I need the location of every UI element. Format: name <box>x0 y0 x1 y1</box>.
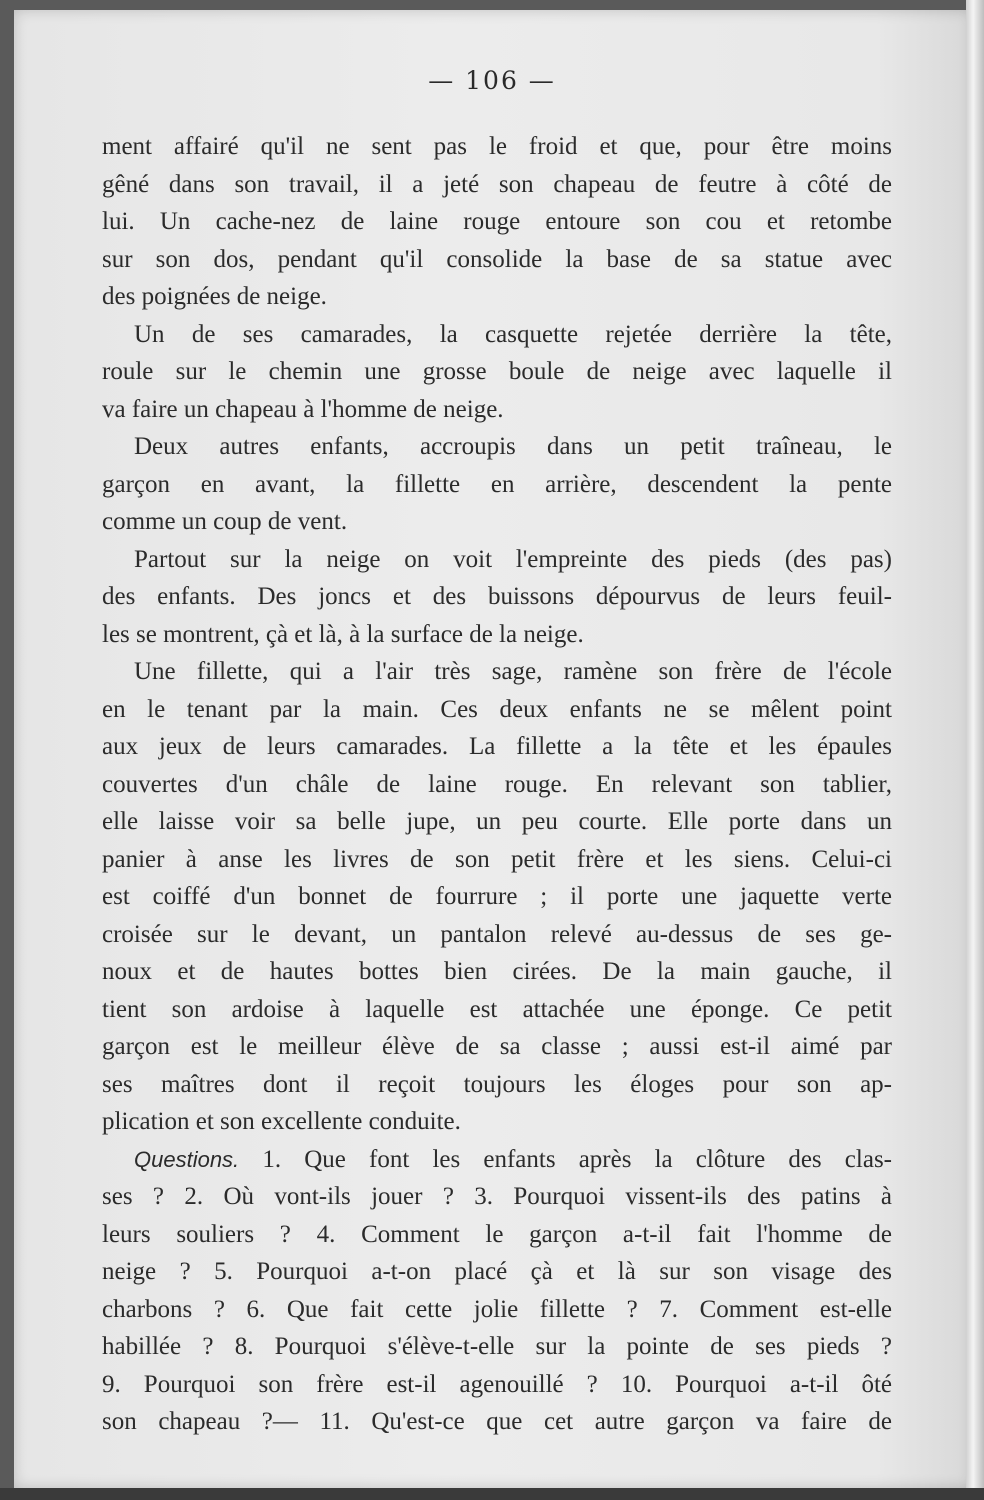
text-line: habillée ? 8. Pourquoi s'élève-t-elle sur la pointe de ses pieds ? <box>102 1333 892 1360</box>
text-line: aux jeux de leurs camarades. La fillette a la tête et les épaules <box>102 733 892 760</box>
questions-block <box>102 1141 892 1441</box>
text-line: lui. Un cache-nez de laine rouge entoure son cou et retombe <box>102 208 892 235</box>
text-line: les se montrent, çà et là, à la surface de la neige. <box>102 620 584 648</box>
text-line: Un de ses camarades, la casquette rejetée derrière la tête, <box>134 320 892 348</box>
scan-bottom-border <box>0 1488 984 1500</box>
paragraph <box>102 653 892 1141</box>
questions-first-line <box>102 1141 892 1179</box>
text-line: va faire un chapeau à l'homme de neige. <box>102 395 504 423</box>
paragraph <box>102 428 892 541</box>
text-line: garçon en avant, la fillette en arrière, descendent la pente <box>102 470 892 498</box>
text-line: des poignées de neige. <box>102 283 327 310</box>
text-line: son chapeau ?— 11. Qu'est-ce que cet autre garçon va faire de <box>102 1408 892 1435</box>
text-line: Deux autres enfants, accroupis dans un petit traîneau, le <box>134 433 892 460</box>
text-line: croisée sur le devant, un pantalon relevé au-dessus de ses ge- <box>102 920 892 948</box>
text-line-rest: 1. Que font les enfants après la clôture des clas- <box>262 1145 893 1173</box>
text-line: couvertes d'un châle de laine rouge. En relevant son tablier, <box>102 770 892 798</box>
questions-label: Questions. <box>134 1146 240 1172</box>
paragraph <box>102 316 892 429</box>
text-line: leurs souliers ? 4. Comment le garçon a-t-il fait l'homme de <box>102 1220 892 1248</box>
text-line: 9. Pourquoi son frère est-il agenouillé ? 10. Pourquoi a-t-il ôté <box>102 1370 892 1398</box>
text-line: en le tenant par la main. Ces deux enfants ne se mêlent point <box>102 695 892 723</box>
text-line: garçon est le meilleur élève de sa classe ; aussi est-il aimé par <box>102 1033 892 1060</box>
text-line: des enfants. Des joncs et des buissons dépourvus de leurs feuil- <box>102 583 892 610</box>
text-line: charbons ? 6. Que fait cette jolie fillette ? 7. Comment est-elle <box>102 1295 892 1323</box>
text-line: est coiffé d'un bonnet de fourrure ; il porte une jaquette verte <box>102 883 892 910</box>
text-line: ment affairé qu'il ne sent pas le froid et que, pour être moins <box>102 133 892 160</box>
paragraph <box>102 541 892 654</box>
page-edge <box>966 0 984 1500</box>
body-text <box>102 128 892 1441</box>
text-line: sur son dos, pendant qu'il consolide la base de sa statue avec <box>102 245 892 273</box>
text-line: elle laisse voir sa belle jupe, un peu courte. Elle porte dans un <box>102 808 892 835</box>
text-line: roule sur le chemin une grosse boule de neige avec laquelle il <box>102 358 892 385</box>
text-line: plication et son excellente conduite. <box>102 1108 461 1135</box>
text-line: noux et de hautes bottes bien cirées. De la main gauche, il <box>102 958 892 985</box>
text-line: comme un coup de vent. <box>102 508 348 535</box>
text-line: ses maîtres dont il reçoit toujours les éloges pour son ap- <box>102 1070 892 1098</box>
text-line: Une fillette, qui a l'air très sage, ramène son frère de l'école <box>134 658 892 685</box>
text-line: neige ? 5. Pourquoi a-t-on placé çà et là sur son visage des <box>102 1258 892 1285</box>
text-line: Partout sur la neige on voit l'empreinte des pieds (des pas) <box>134 545 892 573</box>
text-line: panier à anse les livres de son petit frère et les siens. Celui-ci <box>102 845 892 873</box>
text-line: ses ? 2. Où vont-ils jouer ? 3. Pourquoi vissent-ils des patins à <box>102 1183 892 1210</box>
text-line: tient son ardoise à laquelle est attachée une éponge. Ce petit <box>102 995 892 1023</box>
text-line: gêné dans son travail, il a jeté son chapeau de feutre à côté de <box>102 170 892 198</box>
page-number: — 106 — <box>428 66 556 95</box>
paragraph <box>102 128 892 316</box>
